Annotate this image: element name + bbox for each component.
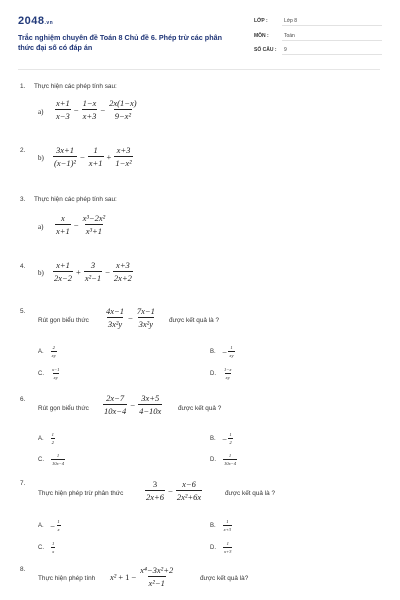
meta-value: Lớp 8 [284, 18, 298, 24]
question-1-formula: $\frac{x+1}{x-3}$ − $\frac{1-x}{x+3}$ − $\frac{2x(1-x)}{\text{9−x²}}$ [56, 98, 137, 121]
option-a[interactable]: A. $\frac{2}{xy}$ [38, 345, 56, 358]
question-7-formula: $\frac{3}{2x+6}$ − $\frac{x-6}{\text{2x²+6x}}$ [146, 479, 202, 502]
option-label: B. [210, 522, 216, 529]
question-text: Thực hiện phép trừ phân thức [38, 490, 124, 497]
question-number: 4. [20, 263, 26, 270]
option-label: C. [38, 544, 44, 551]
question-number: 5. [20, 308, 26, 315]
question-text: Rút gọn biểu thức [38, 405, 89, 412]
question-number: 1. [20, 83, 26, 90]
option-label: D. [210, 456, 216, 463]
option-b[interactable]: B. − $\frac{1}{xy}$ [210, 345, 234, 358]
option-d[interactable]: D. $\frac{1}{x+3}$ [210, 541, 232, 554]
option-c[interactable]: C. $\frac{1}{x}$ [38, 541, 55, 554]
meta-underline [282, 25, 382, 26]
question-2-formula: $\frac{3x+1}{\text{(x−1)²}}$ − $\frac{1}{x+1}$ + $\frac{x+3}{\text{1−x²}}$ [54, 145, 132, 168]
meta-label: SỐ CÂU : [254, 47, 277, 53]
logo-suffix: .vn [44, 20, 54, 26]
page-title: Trắc nghiệm chuyên đề Toán 8 Chủ đề 6. Phép trừ các phân thức đại số có đáp án [18, 33, 222, 52]
meta-value: 9 [284, 47, 287, 53]
meta-label: LỚP : [254, 18, 268, 24]
question-text: Thực hiện các phép tính sau: [34, 196, 117, 203]
option-c[interactable]: C. $\frac{x-1}{xy}$ [38, 367, 60, 380]
option-c[interactable]: C. $\frac{1}{10x-4}$ [38, 453, 65, 466]
question-text: Thực hiện phép tính [38, 575, 96, 582]
question-number: 2. [20, 147, 26, 154]
option-label: D. [210, 370, 216, 377]
option-label: B. [210, 348, 216, 355]
option-d[interactable]: D. $\frac{1}{10x-4}$ [210, 453, 237, 466]
meta-label: MÔN : [254, 33, 269, 39]
meta-value: Toán [284, 33, 295, 39]
option-a[interactable]: A. $\frac{1}{2}$ [38, 432, 54, 445]
subpart-label: a) [38, 223, 44, 231]
meta-underline [282, 54, 382, 55]
question-number: 7. [20, 480, 26, 487]
question-text: Rút gọn biểu thức [38, 317, 89, 324]
question-number: 6. [20, 396, 26, 403]
option-label: A. [38, 522, 44, 529]
question-4-formula: $\frac{x+1}{2x-2}$ + $\frac{3}{\text{x²−1}}$ − $\frac{x+3}{2x+2}$ [54, 260, 132, 283]
question-number: 3. [20, 196, 26, 203]
question-text-after: được kết quả ? [178, 405, 222, 412]
subpart-label: a) [38, 108, 44, 116]
page-header [0, 0, 400, 62]
subpart-label: b) [38, 154, 44, 162]
question-text-after: được kết quả là? [200, 575, 249, 582]
option-b[interactable]: B. − $\frac{1}{2}$ [210, 432, 232, 445]
question-number: 8. [20, 566, 26, 573]
option-d[interactable]: D. $\frac{1-x}{xy}$ [210, 367, 232, 380]
option-label: B. [210, 435, 216, 442]
question-text-after: được kết quả là ? [169, 317, 220, 324]
subpart-label: b) [38, 269, 44, 277]
option-label: C. [38, 370, 44, 377]
question-6-formula: $\frac{2x-7}{10x-4}$ − $\frac{3x+5}{4-10x}$ [104, 393, 162, 416]
option-a[interactable]: A. − $\frac{1}{x}$ [38, 519, 60, 532]
option-label: D. [210, 544, 216, 551]
question-8-formula: x² + 1 − $\frac{\text{x⁴−3x²+2}}{\text{x²−1}}$ [110, 565, 174, 588]
option-label: A. [38, 435, 44, 442]
logo-text: 2048 [18, 15, 45, 27]
question-3-formula: $\frac{x}{x+1}$ − $\frac{\text{x³−2x²}}{\text{x³+1}}$ [56, 213, 106, 236]
header-divider [18, 69, 380, 70]
question-text: Thực hiện các phép tính sau: [34, 83, 117, 90]
option-label: C. [38, 456, 44, 463]
question-5-formula: $\frac{4x-1}{\text{3x²y}}$ − $\frac{7x-1}{\text{3x²y}}$ [106, 306, 155, 329]
option-label: A. [38, 348, 44, 355]
question-text-after: được kết quả là ? [225, 490, 276, 497]
meta-underline [282, 40, 382, 41]
logo[interactable] [18, 15, 53, 27]
option-b[interactable]: B. $\frac{1}{x+3}$ [210, 519, 232, 532]
